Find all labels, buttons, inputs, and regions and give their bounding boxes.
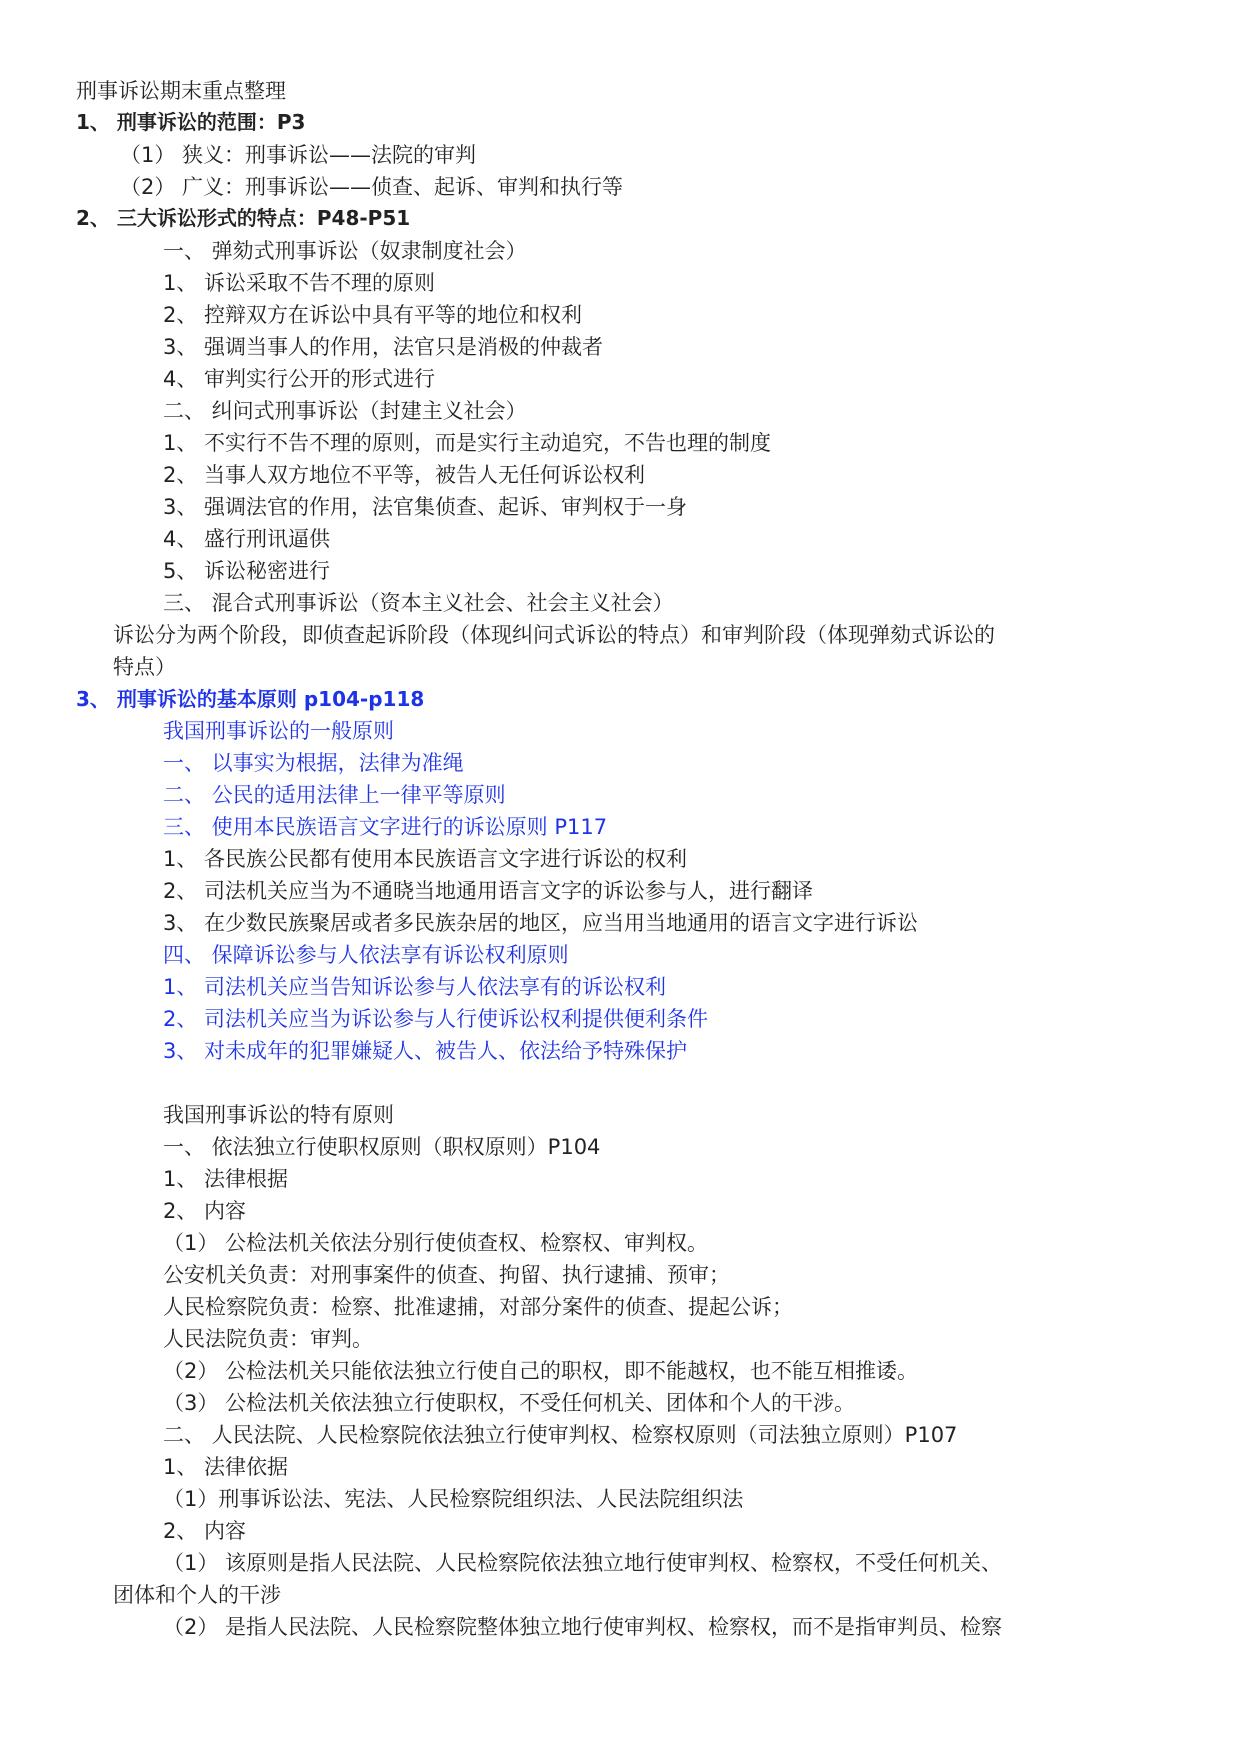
list-item: 4、 审判实行公开的形式进行	[163, 367, 436, 391]
list-item: （2） 广义：刑事诉讼——侦查、起诉、审判和执行等	[120, 175, 624, 199]
list-item: 2、 控辩双方在诉讼中具有平等的地位和权利	[163, 303, 583, 327]
list-item: 2、 当事人双方地位不平等，被告人无任何诉讼权利	[163, 463, 646, 487]
list-item: 1、 司法机关应当告知诉讼参与人依法享有的诉讼权利	[163, 975, 667, 999]
list-item: 3、 强调法官的作用，法官集侦查、起诉、审判权于一身	[163, 495, 688, 519]
paragraph-text: 人民法院负责：审判。	[163, 1327, 373, 1351]
paragraph-text: 公安机关负责：对刑事案件的侦查、拘留、执行逮捕、预审；	[163, 1263, 730, 1287]
list-item: 3、 强调当事人的作用，法官只是消极的仲裁者	[163, 335, 604, 359]
section-heading-1: 1、 刑事诉讼的范围：P3	[76, 110, 306, 134]
list-item: 1、 诉讼采取不告不理的原则	[163, 271, 436, 295]
principle-heading: 一、 以事实为根据，法律为准绳	[163, 751, 464, 775]
paragraph-text: 诉讼分为两个阶段，即侦查起诉阶段（体现纠问式诉讼的特点）和审判阶段（体现弹劾式诉讼的	[113, 623, 995, 647]
paragraph-text: 人民检察院负责：检察、批准逮捕，对部分案件的侦查、提起公诉；	[163, 1295, 793, 1319]
section-heading-2: 2、 三大诉讼形式的特点：P48-P51	[76, 206, 411, 230]
subsection-heading: 我国刑事诉讼的一般原则	[163, 719, 394, 743]
list-item: （1）刑事诉讼法、宪法、人民检察院组织法、人民法院组织法	[163, 1487, 744, 1511]
paragraph-text: 特点）	[113, 655, 176, 679]
list-item: （3） 公检法机关依法独立行使职权，不受任何机关、团体和个人的干涉。	[163, 1391, 856, 1415]
list-item: 1、 法律根据	[163, 1167, 289, 1191]
list-item: （1） 该原则是指人民法院、人民检察院依法独立地行使审判权、检察权，不受任何机关、	[163, 1551, 1003, 1575]
subsection-heading: 三、 混合式刑事诉讼（资本主义社会、社会主义社会）	[163, 591, 674, 615]
subsection-heading: 一、 弹劾式刑事诉讼（奴隶制度社会）	[163, 239, 527, 263]
list-item: （2） 是指人民法院、人民检察院整体独立地行使审判权、检察权，而不是指审判员、检察	[163, 1615, 1003, 1639]
list-item: 1、 各民族公民都有使用本民族语言文字进行诉讼的权利	[163, 847, 688, 871]
list-item: 4、 盛行刑讯逼供	[163, 527, 331, 551]
list-item: 5、 诉讼秘密进行	[163, 559, 331, 583]
principle-heading: 四、 保障诉讼参与人依法享有诉讼权利原则	[163, 943, 569, 967]
list-item: （2） 公检法机关只能依法独立行使自己的职权，即不能越权，也不能互相推诿。	[163, 1359, 919, 1383]
principle-heading: 二、 公民的适用法律上一律平等原则	[163, 783, 506, 807]
section-heading-3: 3、 刑事诉讼的基本原则 p104-p118	[76, 687, 425, 711]
list-item: 3、 对未成年的犯罪嫌疑人、被告人、依法给予特殊保护	[163, 1039, 688, 1063]
principle-heading: 三、 使用本民族语言文字进行的诉讼原则 P117	[163, 815, 608, 839]
list-item: 2、 内容	[163, 1519, 247, 1543]
principle-heading: 二、 人民法院、人民检察院依法独立行使审判权、检察权原则（司法独立原则）P107	[163, 1423, 958, 1447]
list-item: 2、 司法机关应当为不通晓当地通用语言文字的诉讼参与人，进行翻译	[163, 879, 814, 903]
list-item: （1） 狭义：刑事诉讼——法院的审判	[120, 143, 477, 167]
paragraph-text: 团体和个人的干涉	[113, 1583, 281, 1607]
list-item: 1、 法律依据	[163, 1455, 289, 1479]
list-item: （1） 公检法机关依法分别行使侦查权、检察权、审判权。	[163, 1231, 709, 1255]
document-title: 刑事诉讼期末重点整理	[76, 79, 286, 103]
subsection-heading: 二、 纠问式刑事诉讼（封建主义社会）	[163, 399, 527, 423]
list-item: 3、 在少数民族聚居或者多民族杂居的地区，应当用当地通用的语言文字进行诉讼	[163, 911, 919, 935]
list-item: 1、 不实行不告不理的原则，而是实行主动追究，不告也理的制度	[163, 431, 772, 455]
list-item: 2、 内容	[163, 1199, 247, 1223]
principle-heading: 一、 依法独立行使职权原则（职权原则）P104	[163, 1135, 601, 1159]
list-item: 2、 司法机关应当为诉讼参与人行使诉讼权利提供便利条件	[163, 1007, 709, 1031]
subsection-heading: 我国刑事诉讼的特有原则	[163, 1103, 394, 1127]
